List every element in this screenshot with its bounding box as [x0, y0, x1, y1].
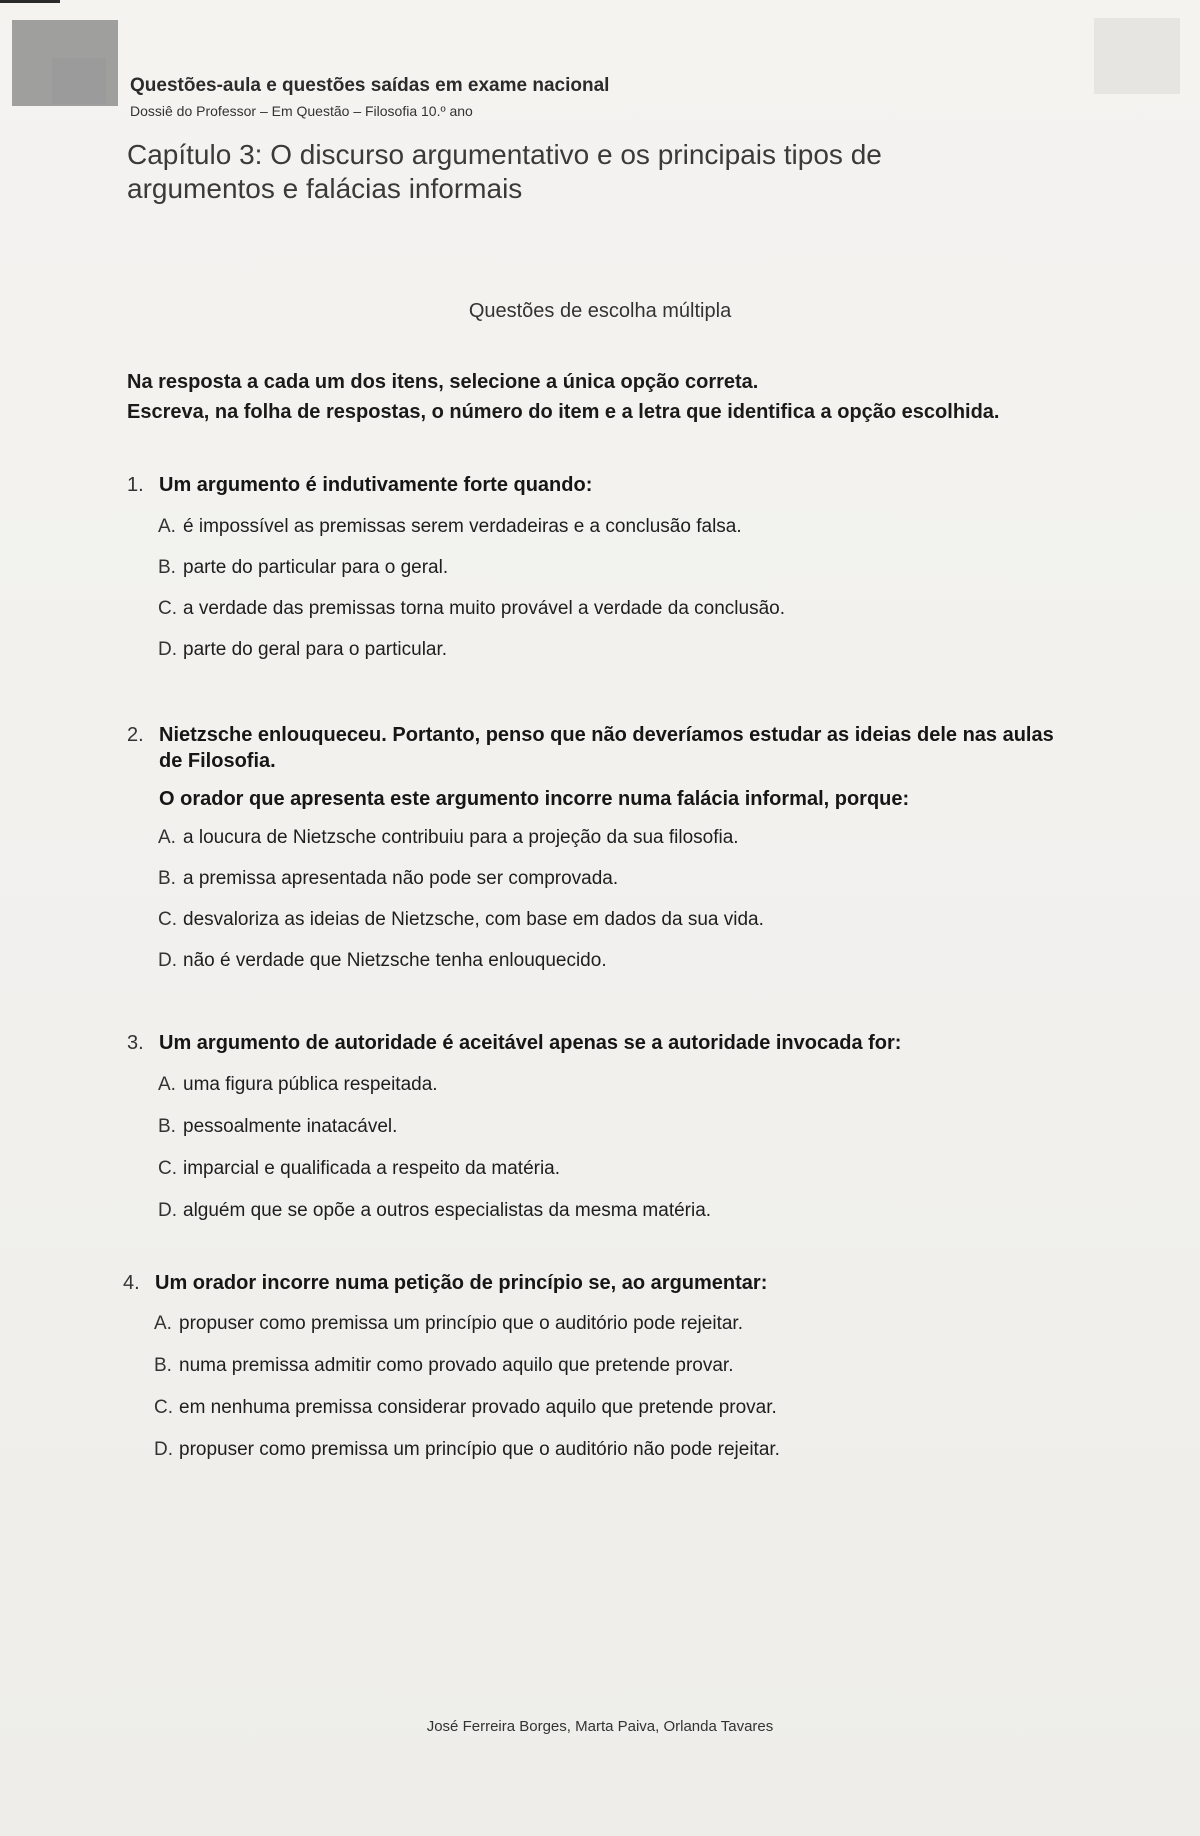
- option-letter: C.: [158, 909, 177, 930]
- option-letter: A.: [158, 516, 176, 537]
- option-letter: B.: [158, 557, 176, 578]
- option-c: [158, 908, 1067, 932]
- option-letter: D.: [158, 639, 177, 660]
- question-number: 3.: [127, 1032, 144, 1054]
- option-letter: C.: [154, 1397, 173, 1418]
- question-number: 2.: [127, 724, 144, 746]
- instruction-line-2: Escreva, na folha de respostas, o número do item e a letra que identifica a opção escolhida.: [127, 401, 1000, 423]
- option-b: [158, 556, 1067, 580]
- option-text: imparcial e qualificada a respeito da matéria.: [183, 1158, 561, 1179]
- corner-rule: [0, 0, 60, 3]
- question-text: Um argumento é indutivamente forte quando:: [159, 474, 593, 496]
- option-b: [158, 1115, 1067, 1139]
- option-letter: A.: [158, 1074, 176, 1095]
- option-text: é impossível as premissas serem verdadeiras e a conclusão falsa.: [183, 516, 742, 537]
- option-a: [154, 1312, 1063, 1336]
- option-a: [158, 1073, 1067, 1097]
- header-title: Questões-aula e questões saídas em exame nacional: [130, 75, 610, 96]
- option-a: [158, 515, 1067, 539]
- option-text: numa premissa admitir como provado aquilo que pretende provar.: [179, 1355, 734, 1376]
- option-b: [154, 1354, 1063, 1378]
- question-1: [127, 472, 1067, 662]
- option-letter: B.: [158, 1116, 176, 1137]
- question-number: 4.: [123, 1272, 140, 1294]
- question-4: [123, 1270, 1063, 1462]
- question-number: 1.: [127, 474, 144, 496]
- option-letter: A.: [154, 1313, 172, 1334]
- option-d: [154, 1438, 1063, 1462]
- option-text: propuser como premissa um princípio que o auditório pode rejeitar.: [179, 1313, 743, 1334]
- instructions: [127, 367, 1087, 427]
- option-b: [158, 867, 1067, 891]
- question-2: [127, 722, 1067, 973]
- option-letter: A.: [158, 827, 176, 848]
- question-text: Um orador incorre numa petição de princípio se, ao argumentar:: [155, 1272, 768, 1294]
- chapter-marker-shade: [52, 58, 106, 104]
- option-d: [158, 1199, 1067, 1223]
- option-text: em nenhuma premissa considerar provado aquilo que pretende provar.: [179, 1397, 777, 1418]
- header-subtitle: Dossiê do Professor – Em Questão – Filosofia 10.º ano: [130, 103, 473, 119]
- option-text: a verdade das premissas torna muito provável a verdade da conclusão.: [183, 598, 786, 619]
- option-text: parte do particular para o geral.: [183, 557, 449, 578]
- section-title: Questões de escolha múltipla: [468, 300, 732, 322]
- option-letter: D.: [158, 950, 177, 971]
- option-text: alguém que se opõe a outros especialistas da mesma matéria.: [183, 1200, 712, 1221]
- option-text: não é verdade que Nietzsche tenha enlouquecido.: [183, 950, 607, 971]
- option-c: [158, 597, 1067, 621]
- option-letter: B.: [154, 1355, 172, 1376]
- option-text: propuser como premissa um princípio que o auditório não pode rejeitar.: [179, 1439, 780, 1460]
- option-letter: C.: [158, 598, 177, 619]
- option-letter: D.: [154, 1439, 173, 1460]
- footer-authors: José Ferreira Borges, Marta Paiva, Orlanda Tavares: [426, 1718, 774, 1735]
- question-text: Um argumento de autoridade é aceitável apenas se a autoridade invocada for:: [159, 1032, 902, 1054]
- option-text: pessoalmente inatacável.: [183, 1116, 398, 1137]
- question-prompt: O orador que apresenta este argumento incorre numa falácia informal, porque:: [159, 788, 910, 810]
- option-letter: D.: [158, 1200, 177, 1221]
- option-a: [158, 826, 1067, 850]
- option-c: [158, 1157, 1067, 1181]
- option-text: uma figura pública respeitada.: [183, 1074, 438, 1095]
- option-d: [158, 949, 1067, 973]
- instruction-line-1: Na resposta a cada um dos itens, selecione a única opção correta.: [127, 371, 759, 393]
- question-3: [127, 1030, 1067, 1223]
- option-text: a loucura de Nietzsche contribuiu para a projeção da sua filosofia.: [183, 827, 739, 848]
- option-text: a premissa apresentada não pode ser comprovada.: [183, 868, 619, 889]
- option-text: parte do geral para o particular.: [183, 639, 448, 660]
- option-letter: B.: [158, 868, 176, 889]
- chapter-title: Capítulo 3: O discurso argumentativo e os principais tipos de argumentos e falácias informais: [127, 139, 882, 204]
- question-text: Nietzsche enlouqueceu. Portanto, penso que não deveríamos estudar as ideias dele nas aulas de Filosofia.: [159, 724, 1054, 772]
- option-c: [154, 1396, 1063, 1420]
- option-text: desvaloriza as ideias de Nietzsche, com base em dados da sua vida.: [183, 909, 764, 930]
- option-letter: C.: [158, 1158, 177, 1179]
- option-d: [158, 638, 1067, 662]
- faded-corner-block: [1094, 18, 1180, 94]
